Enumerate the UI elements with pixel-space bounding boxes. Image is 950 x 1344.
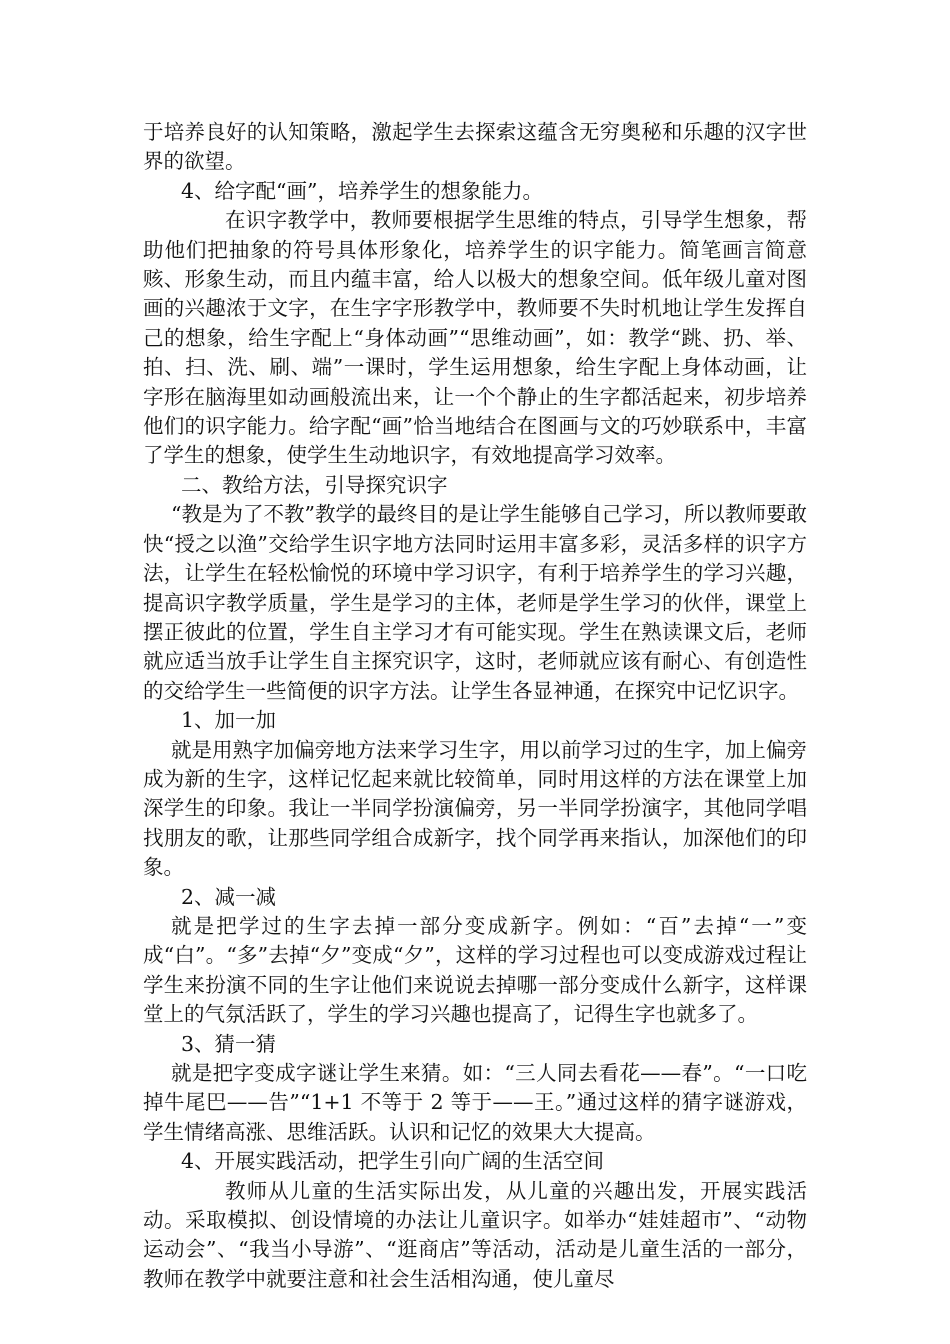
document-body (143, 118, 807, 1294)
subheading-guess: 3、猜一猜 (181, 1031, 277, 1056)
subheading-practice-activities: 4、开展实践活动，把学生引向广阔的生活空间 (181, 1149, 605, 1174)
paragraph-subtract: 就是把学过的生字去掉一部分变成新字。例如：“百”去掉“一”变成“白”。“多”去掉“夕”变成“夕”，这样的学习过程也可以变成游戏过程让学生来扮演不同的生字让他们来说说去掉哪一部分变成什么新字，这样课堂上的气氛活跃了，学生的学习兴趣也提高了，记得生字也就多了。 (143, 913, 807, 1027)
subheading-subtract: 2、减一减 (181, 884, 277, 909)
paragraph-teach-methods: “教是为了不教”教学的最终目的是让学生能够自己学习，所以教师要敢快“授之以渔”交给学生识字地方法同时运用丰富多彩，灵活多样的识字方法，让学生在轻松愉悦的环境中学习识字，有利于培养学生的学习兴趣，提高识字教学质量，学生是学习的主体，老师是学生学习的伙伴，课堂上摆正彼此的位置，学生自主学习才有可能实现。学生在熟读课文后，老师就应适当放手让学生自主探究识字，这时，老师就应该有耐心、有创造性的交给学生一些简便的识字方法。让学生各显神通，在探究中记忆识字。 (143, 502, 807, 703)
paragraph-draw-for-characters: 在识字教学中，教师要根据学生思维的特点，引导学生想象，帮助他们把抽象的符号具体形象化，培养学生的识字能力。简笔画言简意赅、形象生动，而且内蕴丰富，给人以极大的想象空间。低年级儿童对图画的兴趣浓于文字，在生字字形教学中，教师要不失时机地让学生发挥自己的想象，给生字配上“身体动画”“思维动画”，如：教学“跳、扔、举、拍、扫、洗、刷、端”一课时，学生运用想象，给生字配上身体动画，让字形在脑海里如动画般流出来，让一个个静止的生字都活起来，初步培养他们的识字能力。给字配“画”恰当地结合在图画与文的巧妙联系中，丰富了学生的想象，使学生生动地识字，有效地提高学习效率。 (143, 208, 807, 468)
section-heading-teach-methods: 二、教给方法，引导探究识字 (181, 472, 448, 497)
paragraph-continuation: 于培养良好的认知策略，激起学生去探索这蕴含无穷奥秘和乐趣的汉字世界的欲望。 (143, 120, 807, 174)
paragraph-add: 就是用熟字加偏旁地方法来学习生字，用以前学习过的生字，加上偏旁成为新的生字，这样记忆起来就比较简单，同时用这样的方法在课堂上加深学生的印象。我让一半同学扮演偏旁，另一半同学扮演字，其他同学唱找朋友的歌，让那些同学组合成新字，找个同学再来指认，加深他们的印象。 (143, 737, 807, 880)
subheading-draw-for-characters: 4、给字配“画”，培养学生的想象能力。 (181, 178, 544, 203)
subheading-add: 1、加一加 (181, 708, 277, 733)
paragraph-practice-activities: 教师从儿童的生活实际出发，从儿童的兴趣出发，开展实践活动。采取模拟、创设情境的办法让儿童识字。如举办“娃娃超市”、“动物运动会”、“我当小导游”、“逛商店”等活动，活动是儿童生活的一部分，教师在教学中就要注意和社会生活相沟通，使儿童尽 (143, 1178, 807, 1291)
paragraph-guess: 就是把字变成字谜让学生来猜。如：“三人同去看花——春”。“一口吃掉牛尾巴——告”“1+1 不等于 2 等于——王。”通过这样的猜字谜游戏，学生情绪高涨、思维活跃。认识和记忆的效果大大提高。 (143, 1061, 807, 1144)
